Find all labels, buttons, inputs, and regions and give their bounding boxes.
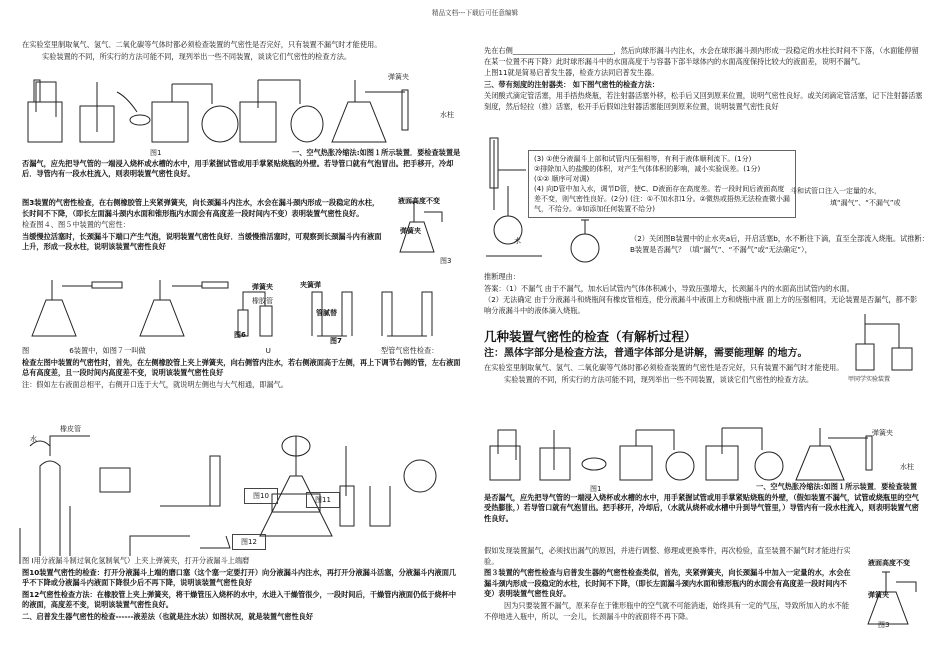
figure-3-level-label: 液面高度不变 xyxy=(398,197,440,205)
answer-box-line-2: ②排除加入的盐酸的体积，对产生气体体积的影响，减小实验误差。(1分) xyxy=(534,165,761,173)
left-section-4 xyxy=(22,556,462,624)
figure-7-spring-label: 夹簧弹 xyxy=(300,281,321,289)
syringe-heading: 三、带有刻度的注射器类： 如下图气密性的检查方法： xyxy=(484,79,660,89)
side-apparatus xyxy=(846,304,926,374)
figure-3-level-label-right: 液面高度不变 xyxy=(868,559,910,567)
figure-11-label: 图11 xyxy=(306,492,340,508)
figure-1-apparatus-right xyxy=(484,424,924,484)
figure-10-label: 图10 xyxy=(244,488,278,504)
figure-12-paragraph: 图12气密性检查方法：在橡胶管上夹上弹簧夹，将干燥管压入烧杯的水中，水进入干燥管很少，一段时间后，干燥管内液面仍低于烧杯中的液面，高度差不变，说明该装置气密性良好。 xyxy=(22,589,457,610)
figure-6-rubber-label: 橡胶管 xyxy=(252,297,273,305)
intro-paragraph: 在实验室里制取氧气、氢气、二氧化碳等气体时都必须检查装置的气密性是否完好，只有装置不漏气时才能使用。 xyxy=(22,40,382,49)
kipp-paragraph: 先在右侧____________________________，然后向球形漏斗内注水，水会在球形漏斗颈内形成一段稳定的水柱长时间不下落，（水面能停留在某一位置不再下降）此时球形漏斗中的水面高度于与容器下部半球体内的水面高度保持比较大的液面差，说明不漏气。 xyxy=(484,46,919,66)
water-label: 水 xyxy=(30,435,37,443)
figure-3-paragraph-right: 图３装置的气密性检查与启普发生器的气密性检查类似，首先，夹紧弹簧夹，向长颈漏斗中加入一定量的水，水会在漏斗颈内形成一段稳定的水柱，长时间不下降，（即长左面漏斗颈内水面和锥形瓶内的水面会有高度差一段时间内不变）表明装置气密性良好。 xyxy=(484,568,851,599)
kipp-heading: 二、启普发生器气密性的检查------液差法（也就是注水法）如图状况，就是装置气密性良好 xyxy=(22,611,314,621)
water-column-label: 水柱 xyxy=(440,111,454,119)
left-column xyxy=(22,40,462,63)
spring-clip-label: 弹簧夹 xyxy=(388,73,409,81)
answer-box xyxy=(528,150,796,218)
figure-10-paragraph: 图10装置气密性的检查：打开分液漏斗上端的磨口塞（这个塞一定要打开）向分液漏斗内注水，再打开分液漏斗活塞，分液漏斗内液面几乎不下降或分液漏斗内液面下降很少后不再下降，说明该装置气密性良好 xyxy=(22,567,457,588)
page-header: 精品文档---下载后可任意编辑 xyxy=(431,9,519,17)
figure-5-ref: 6装置中，如图７一叫做 xyxy=(69,346,146,355)
intro-paragraph-right-2: 实验装置的不同，所实行的方法可能不同，现列举出一些不同装置，谈谈它们气密性的检查方法。 xyxy=(504,374,814,384)
utube-ref: U xyxy=(265,346,271,355)
figure-b-apparatus xyxy=(555,218,625,264)
syringe-paragraph: 关闭酸式滴定管活塞，用手捂热烧瓶，若注射器活塞外移，松手后又回到原来位置，说明气密性良好。或关闭滴定管活塞，记下注射器活塞刻度，然后轻拉（推）活塞，松开手后假如注射器活塞能回到原来位置，说明装置气密性良好 xyxy=(484,91,923,111)
figure-7-tube-label: 管腻替 xyxy=(316,309,337,317)
utube-line xyxy=(22,346,462,357)
answer-2: （2）无法确定 由于分液漏斗和烧瓶间有橡皮管相连，使分液漏斗中液面上方和烧瓶中液 面上方的压强相同，无论装置是否漏气，都不影响分液漏斗中的液体滴入烧瓶。 xyxy=(484,295,918,315)
water-label-right: 水 xyxy=(514,237,521,245)
figure-7-label: 图7 xyxy=(330,337,342,345)
right-section-2 xyxy=(484,546,854,623)
utube-tail: 型管气密性检查： xyxy=(380,346,439,355)
figure-1-label-right: 图1 xyxy=(590,485,602,493)
figure-4-5-heading: 检查图４、图５中装置的气密性： xyxy=(22,220,130,230)
question-2 xyxy=(630,234,930,256)
figure-1-apparatus xyxy=(22,72,442,150)
question-side-text-1: 斗和试管口注入一定量的水， xyxy=(790,187,881,195)
left-section-3 xyxy=(22,346,462,391)
figure-1-label: 图1 xyxy=(150,149,162,157)
figure-3-spring-label-right: 弹簧夹 xyxy=(868,591,889,599)
side-apparatus-label: 甲同学实验装置 xyxy=(848,376,891,383)
figure-12-label: 图12 xyxy=(232,534,266,550)
document-title: 几种装置气密性的检查（有解析过程） xyxy=(484,329,697,344)
document-note: 注：黑体字部分是检查方法，普通字体部分是讲解，需要能理解 的地方。 xyxy=(484,348,808,359)
figure-3-label: 图3 xyxy=(440,257,452,265)
leak-paragraph: 假如发现装置漏气，必须找出漏气的原因，并进行调整、修理或更换零件，再次检验，直至装置不漏气时才能进行实验。 xyxy=(484,546,851,566)
figure-3-spring-label: 弹簧夹 xyxy=(400,227,421,235)
left-section-2 xyxy=(22,198,382,254)
simple-kipp-paragraph: 上图11就是简易启普发生器，检查方法同启普发生器。 xyxy=(484,68,659,78)
figure-6-label: 图6 xyxy=(234,331,246,339)
figure-4-5-paragraph: 当缓慢拉活塞时，长颈漏斗下端口产生气泡，说明装置气密性良好．当缓慢推活塞时，可观察到长颈漏斗内有液面上升，形成一段水柱，说明该装置气密性良好 xyxy=(22,231,382,252)
left-section-1 xyxy=(22,148,462,181)
spring-clip-label-right: 弹簧夹 xyxy=(872,429,893,437)
reason-prompt: 推断理由： xyxy=(484,272,520,281)
figure-4-ref: 图 xyxy=(22,346,30,355)
utube-note: 注：假如左右液面总相平，右侧开口连于大气，就说明左侧也与大气相通，即漏气。 xyxy=(22,379,288,389)
intro-paragraph-2: 实验装置的不同，所实行的方法可能不同，现列举出一些不同装置，谈谈它们气密性的检查方法。 xyxy=(42,51,352,61)
intro-paragraph-right: 在实验室里制取氧气、氢气、二氧化碳等气体时都必须检查装置的气密性是否完好，只有装置不漏气时才能使用。 xyxy=(484,363,844,372)
question-2-text: （2）关闭图B装置中的止水夹a后，开启活塞b，水不断往下滴，直至全部流入烧瓶。试推断：B装置是否漏气？（填“漏气”、“不漏气”或“无法确定”）， xyxy=(630,234,929,254)
figure-6-spring-label: 弹簧夹 xyxy=(252,283,273,291)
utube-paragraph: 检查左图中装置的气密性时，首先，在左侧橡胶管上夹上弹簧夹，向右侧管内注水，若右侧液面高于左侧，再上下调节右侧的管，左右液面总有高度差，且一段时间内高度差不变，说明该装置气密性良好 xyxy=(22,357,461,378)
water-column-label-right: 水柱 xyxy=(900,463,914,471)
answer-1: 答案：（1）不漏气 由于不漏气，加水后试管内气体体积减小，导致压强增大，长颈漏斗内的水面高出试管内的水面。 xyxy=(484,283,854,293)
figure-10-intro: 图 I用分液漏斗制过氧化氢制氧气）上夹上弹簧夹，打开分液漏斗上端磨 xyxy=(22,556,250,565)
method-1-paragraph: 一、空气热胀冷缩法:如图１所示装置．要检查装置是否漏气，应先把导气管的一端浸入烧杯或水槽的水中，用手紧握试管或用手掌紧贴烧瓶的外壁。若导管口就有气泡冒出。把手移开，冷却后．导管内有一段水柱流入，则表明装置气密性良好。 xyxy=(22,148,461,179)
figure-3-explain: 因为只要装置不漏气，原来存在于锥形瓶中的空气就不可能消逝，始终具有一定的气压，导致所加入的水不能不停地进入瓶中，所以，一会儿，长颈漏斗中的液面将不再下降。 xyxy=(484,600,850,621)
question-side-text-2: 填“漏气”、“不漏气”或 xyxy=(830,199,901,207)
answer-box-line-3: (①② 顺序可对调) xyxy=(534,175,590,183)
figure-3-paragraph: 图3装置的气密性检查，在右侧橡胶管上夹紧弹簧夹，向长颈漏斗内注水，水会在漏斗颈内形成一段稳定的水柱，长时间不下降，（即长左面漏斗颈内水面和锥形瓶内水面会有高度差一段时间内不变）表明装置气密性良好。 xyxy=(22,198,380,218)
method-1-paragraph-right: 一、空气热胀冷缩法:如图１所示装置．要检查装置是否漏气，应先把导气管的一端浸入烧杯或水槽的水中，用手紧握试管或用手掌紧贴烧瓶的外壁，（假如装置不漏气，试管或烧瓶里的空气受热膨胀，）若导管口就有气泡冒出。把手移开，冷却后，（水就从烧杯或水槽中升到导气管里，）导管内有一段水柱流入，则表明装置气密性良好。 xyxy=(484,482,919,523)
answer-box-line-1: (3) ①使分液漏斗上部和试管内压强相等，有利于液体顺利流下。(1分) xyxy=(534,155,752,163)
figure-3-label-right: 图3 xyxy=(878,621,890,629)
right-section-1 xyxy=(484,482,924,525)
rubber-tube-label: 橡皮管 xyxy=(60,425,81,433)
right-column xyxy=(484,46,924,114)
answer-box-line-4: (4) 向D管中加入水，调节D管，使C、D液面存在高度差。若一段时间后液面高度差不变，则气密性良好。(2分) (注：①不加水扣1分。②微热或捂热无法检查微小漏气，不给分。③如添加任何装置不给分) xyxy=(534,185,790,213)
